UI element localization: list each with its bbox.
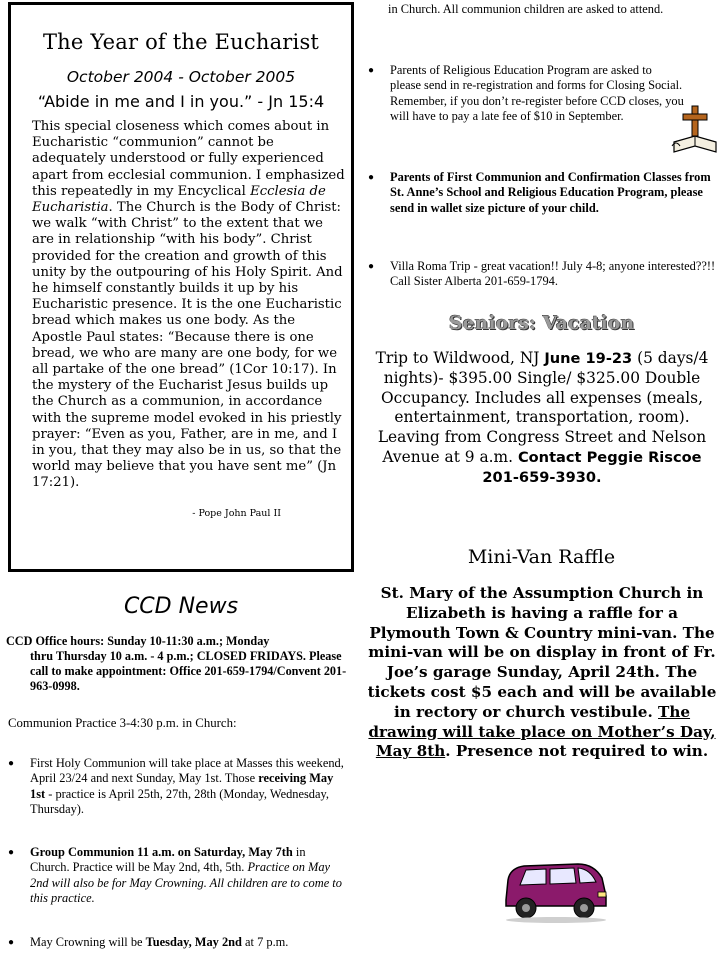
seniors-details: (5 days/4 nights)- $395.00 Single/ $325.00 Double Occupancy. Includes all expenses (meals, entertainment, transportation, room). Leaving from Congress Street and Nelson Avenue at 9 a.m. bbox=[377, 349, 709, 466]
raffle-details: St. Mary of the Assumption Church in Elizabeth is having a raffle for a Plymouth Town & Country mini-van. The mini-van will be on display in front of Fr. Joe’s garage Sunday, April 24th. The tickets cost $5 each and will be available in rectory or church vestibule. bbox=[367, 584, 717, 721]
bullet-text: in Church. Practice will be May 2nd, 4th, 5th. bbox=[30, 845, 306, 875]
bullet-icon: ● bbox=[8, 758, 15, 769]
seniors-title: Seniors: Vacation bbox=[448, 312, 635, 334]
bullet-text: - practice is April 25th, 27th, 28th (Monday, Wednesday, Thursday). bbox=[30, 786, 329, 817]
bullet-italic: Practice on May 2nd will also be for May Crowning. All children are to come to this practice. bbox=[30, 860, 342, 906]
seniors-lead: Trip to Wildwood, NJ bbox=[375, 349, 545, 367]
communion-practice: Communion Practice 3-4:30 p.m. in Church: bbox=[8, 716, 237, 730]
eucharist-body bbox=[32, 119, 346, 492]
bullet-text: May Crowning will be bbox=[30, 935, 146, 949]
bullet-bold: Group Communion 11 a.m. on Saturday, May 7th bbox=[30, 845, 293, 859]
list-item bbox=[368, 63, 684, 125]
minivan-icon bbox=[498, 856, 610, 924]
eucharist-dates: October 2004 - October 2005 bbox=[66, 68, 296, 86]
bullet-text: First Holy Communion will take place at Masses this weekend, April 23/24 and next Sunday, May 1st. Those bbox=[30, 756, 344, 786]
eucharist-body-part1: This special closeness which comes about in Eucharistic “communion” cannot be adequately understood or fully experienced apart from ecclesial communion. I emphasized this repeatedly in my Encyclical bbox=[32, 119, 345, 199]
cross-bible-icon bbox=[670, 102, 720, 158]
eucharist-box bbox=[8, 2, 354, 572]
bullet-icon: ● bbox=[368, 172, 375, 183]
ccd-hours-rest: thru Thursday 10 a.m. - 4 p.m.; CLOSED FRIDAYS. Please call to make appointment: Office 201-659-1794/Convent 201-963-0998. bbox=[30, 649, 347, 693]
raffle-title: Mini-Van Raffle bbox=[467, 546, 616, 568]
seniors-body bbox=[366, 349, 718, 488]
list-item bbox=[8, 935, 348, 950]
eucharist-title: The Year of the Eucharist bbox=[42, 30, 320, 54]
raffle-drawing-date: The drawing will take place on Mother’s Day, May 8th bbox=[368, 702, 716, 761]
encyclical-title: Ecclesia de Eucharistia bbox=[32, 183, 326, 216]
eucharist-body-part2: . The Church is the Body of Christ: we walk “with Christ” to the extent that we are in relationship “with his body”. Christ provided for the creation and growth of this unity by the outpouring of his Holy Spirit. And he himself constantly builds it up by his Eucharistic presence. It is the one Eucharistic bread which makes us one body. As the Apostle Paul states: “Because there is one bread, we who are many are one body, for we all partake of the one bread” (1Cor 10:17). In the mystery of the Eucharist Jesus builds up the Church as a communion, in accordance with the supreme model evoked in his priestly prayer: “Even as you, Father, are in me, and I in you, that they may also be in us, so that the world may believe that you have sent me” (Jn 17:21). bbox=[32, 200, 343, 491]
list-item bbox=[8, 756, 348, 818]
ccd-office-hours bbox=[6, 634, 356, 694]
bullet-icon: ● bbox=[368, 261, 375, 272]
list-item bbox=[368, 259, 716, 290]
bullet-text: at 7 p.m. bbox=[241, 935, 289, 949]
bullet-bold: receiving May 1st bbox=[30, 771, 334, 801]
seniors-dates: June 19-23 bbox=[544, 350, 633, 367]
list-item bbox=[368, 170, 716, 216]
raffle-tail: . Presence not required to win. bbox=[445, 742, 709, 761]
communion-continuation: in Church. All communion children are asked to attend. bbox=[388, 2, 664, 16]
bullet-bold: Tuesday, May 2nd bbox=[145, 935, 242, 949]
bullet-text: Villa Roma Trip - great vacation!! July 4-8; anyone interested??!! Call Sister Alberta 201-659-1794. bbox=[390, 259, 716, 289]
eucharist-signature: - Pope John Paul II bbox=[192, 507, 281, 519]
eucharist-quote: “Abide in me and I in you.” - Jn 15:4 bbox=[37, 92, 325, 111]
raffle-body bbox=[364, 584, 720, 762]
bullet-icon: ● bbox=[368, 65, 375, 76]
bullet-text: Parents of First Communion and Confirmation Classes from St. Anne’s School and Religious Education Program, please send in wallet size picture of your child. bbox=[390, 170, 711, 215]
ccd-hours-lead: CCD Office hours: Sunday 10-11:30 a.m.; Monday bbox=[6, 634, 270, 648]
bullet-icon: ● bbox=[8, 937, 15, 948]
ccd-news-title: CCD News bbox=[123, 594, 239, 619]
seniors-contact: Contact Peggie Riscoe 201-659-3930. bbox=[482, 448, 702, 486]
bullet-icon: ● bbox=[8, 847, 15, 858]
list-item bbox=[8, 845, 348, 907]
bullet-text: Parents of Religious Education Program are asked to please send in re-registration and forms for Closing Social. Remember, if you don’t re-register before CCD closes, you will have to pay a late fee of $10 in September. bbox=[390, 63, 684, 124]
